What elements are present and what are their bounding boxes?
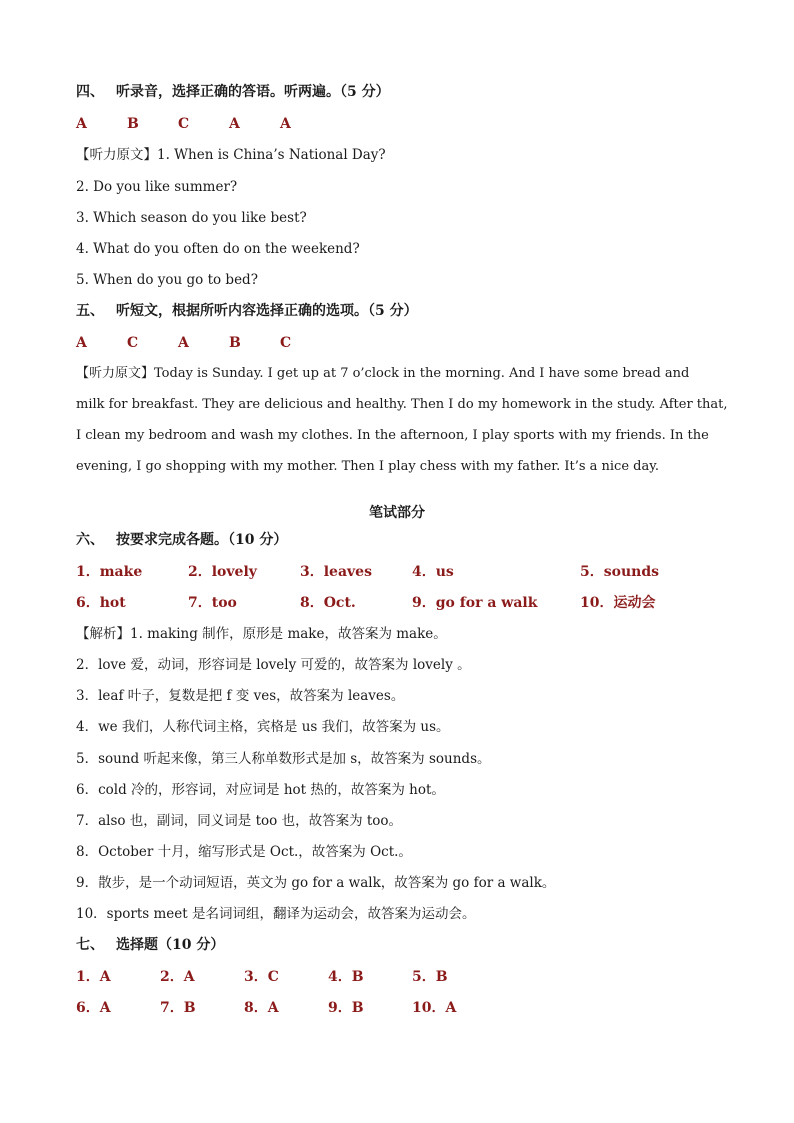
explanation-line: 5．sound 听起来像，第三人称单数形式是加 s，故答案为 sounds。: [76, 751, 491, 767]
explanation-tag: 【解析】: [76, 626, 130, 642]
explanation-line: 3．leaf 叶子，复数是把 f 变 ves，故答案为 leaves。: [76, 688, 405, 704]
section-6-heading: [76, 530, 287, 550]
answer: 2．A: [160, 969, 195, 985]
section-title: 听短文，根据所听内容选择正确的选项。（5 分）: [116, 303, 418, 319]
answer: 1．A: [76, 969, 111, 985]
explanation-line: 9．散步，是一个动词短语，英文为 go for a walk，故答案为 go for a walk。: [76, 875, 556, 891]
answer: C: [127, 335, 139, 351]
transcript-line: [76, 145, 386, 165]
answer-row: [76, 998, 496, 1018]
answer: 8．Oct.: [300, 595, 356, 611]
answer: 8．A: [244, 1000, 279, 1016]
answer: 3．leaves: [300, 564, 372, 580]
transcript-text: Today is Sunday. I get up at 7 o’clock in the morning. And I have some bread and: [154, 366, 690, 381]
answer: 6．A: [76, 1000, 111, 1016]
section-number: 六、: [76, 532, 104, 548]
answer: A: [280, 116, 291, 132]
section-title: 选择题（10 分）: [116, 937, 225, 953]
transcript-line: 4. What do you often do on the weekend?: [76, 241, 360, 257]
section-number: 七、: [76, 937, 104, 953]
explanation-line: 4．we 我们，人称代词主格，宾格是 us 我们，故答案为 us。: [76, 719, 450, 735]
explanation-text: 1. making 制作，原形是 make，故答案为 make。: [130, 626, 447, 642]
answer: 9．go for a walk: [412, 595, 538, 611]
explanation-line: 7．also 也，副词，同义词是 too 也，故答案为 too。: [76, 813, 403, 829]
answer: A: [76, 116, 87, 132]
answer-row: [76, 114, 336, 134]
written-part-title: 笔试部分: [369, 505, 425, 521]
answer: 9．B: [328, 1000, 364, 1016]
section-4-heading: [76, 82, 390, 102]
answer: 6．hot: [76, 595, 126, 611]
section-title: 按要求完成各题。（10 分）: [116, 532, 288, 548]
transcript-text: 1. When is China’s National Day?: [157, 147, 386, 163]
answer: B: [127, 116, 139, 132]
answer: 4．B: [328, 969, 364, 985]
answer: 2．lovely: [188, 564, 257, 580]
transcript-line: milk for breakfast. They are delicious and healthy. Then I do my homework in the study. After that,: [76, 397, 728, 412]
explanation-line: 10．sports meet 是名词词组，翻译为运动会，故答案为运动会。: [76, 906, 476, 922]
answer-row: [76, 967, 496, 987]
answer: A: [229, 116, 240, 132]
answer: 5．sounds: [580, 564, 659, 580]
answer: 10．A: [412, 1000, 457, 1016]
section-5-heading: [76, 301, 418, 321]
transcript-line: 2. Do you like summer?: [76, 179, 238, 195]
transcript-tag: 【听力原文】: [76, 366, 155, 381]
answer: 4．us: [412, 564, 454, 580]
answer-row: [76, 593, 716, 613]
answer: 7．too: [188, 595, 237, 611]
answer: B: [229, 335, 241, 351]
answer: 5．B: [412, 969, 448, 985]
answer: C: [178, 116, 190, 132]
answer: 1．make: [76, 564, 143, 580]
answer: C: [280, 335, 292, 351]
transcript-line: 3. Which season do you like best?: [76, 210, 307, 226]
answer: A: [178, 335, 189, 351]
explanation-line: 8．October 十月，缩写形式是 Oct.，故答案为 Oct.。: [76, 844, 412, 860]
explanation-line: [76, 624, 447, 644]
explanation-line: 6．cold 冷的，形容词，对应词是 hot 热的，故答案为 hot。: [76, 782, 445, 798]
section-7-heading: [76, 935, 224, 955]
explanation-line: 2．love 爱，动词，形容词是 lovely 可爱的，故答案为 lovely 。: [76, 657, 471, 673]
answer: 3．C: [244, 969, 279, 985]
answer: A: [76, 335, 87, 351]
answer-row: [76, 562, 716, 582]
transcript-line: I clean my bedroom and wash my clothes. In the afternoon, I play sports with my friends. In the: [76, 428, 709, 443]
transcript-line: evening, I go shopping with my mother. Then I play chess with my father. It’s a nice day.: [76, 459, 659, 474]
transcript-tag: 【听力原文】: [76, 147, 157, 163]
section-number: 五、: [76, 303, 104, 319]
section-number: 四、: [76, 84, 104, 100]
section-title: 听录音，选择正确的答语。听两遍。（5 分）: [116, 84, 390, 100]
transcript-line: 5. When do you go to bed?: [76, 272, 258, 288]
transcript-line: [76, 364, 689, 384]
answer-row: [76, 333, 336, 353]
answer: 10．运动会: [580, 595, 656, 611]
answer: 7．B: [160, 1000, 196, 1016]
